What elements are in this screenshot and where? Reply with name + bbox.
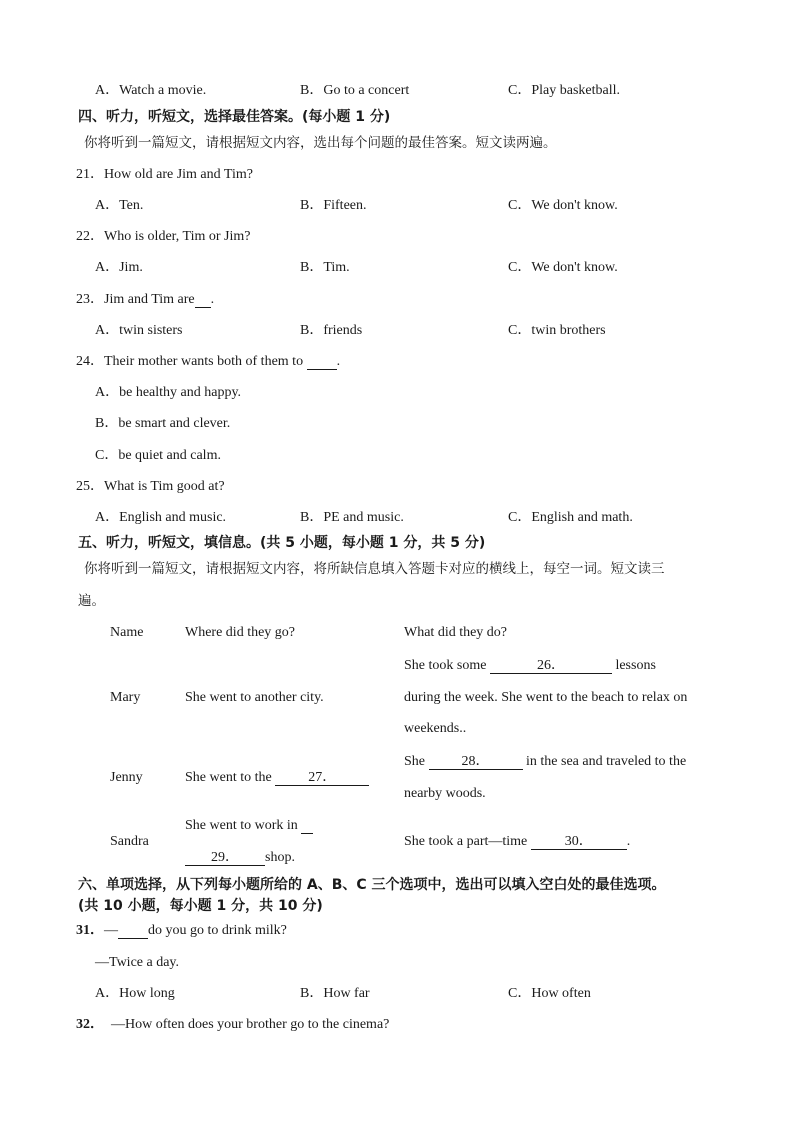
q21-option-c: C．We don't know. [508, 198, 618, 213]
mary-what-line2: during the week. She went to the beach to relax on [404, 690, 688, 705]
q24-option-a: A．be healthy and happy. [95, 385, 242, 400]
q24-option-c: C．be quiet and calm. [95, 448, 221, 463]
q23-option-b: B．friends [300, 323, 363, 338]
blank-30 [531, 834, 627, 850]
section6-heading-line1: 六、单项选择，从下列每小题所给的 A、B、C 三个选项中，选出可以填入空白处的最佳选项。 [78, 877, 666, 893]
sandra-where-line1 [185, 817, 313, 835]
sandra-what [404, 833, 630, 851]
mary-what-line3: weekends.. [404, 721, 467, 736]
section4-instruction: 你将听到一篇短文，请根据短文内容，选出每个问题的最佳答案。短文读两遍。 [84, 135, 557, 151]
sandra-what-pre: She took a part—time [404, 834, 528, 849]
jenny-what-pre: She [404, 754, 425, 769]
jenny-where [185, 769, 369, 787]
mary-what-line1 [404, 657, 656, 675]
blank-27 [275, 770, 369, 786]
q20-option-a: A．Watch a movie. [95, 83, 207, 98]
sandra-what-post: . [626, 834, 631, 849]
blank-27-label: 27． [308, 770, 337, 785]
q24-stem-line [76, 353, 340, 371]
q25-option-a: A．English and music. [95, 510, 227, 525]
section6-heading-line2: (共 10 小题，每小题 1 分，共 10 分) [78, 898, 323, 914]
section5-instruction-line2: 遍。 [78, 593, 105, 609]
blank-28-label: 28． [461, 754, 490, 769]
blank-29-label: 29． [211, 850, 239, 865]
q22-option-b: B．Tim. [300, 260, 350, 275]
q24-option-b: B．be smart and clever. [95, 416, 231, 431]
q25-option-c: C．English and math. [508, 510, 633, 525]
jenny-what-line2: nearby woods. [404, 786, 486, 801]
sandra-where-line2 [185, 849, 295, 867]
q24-end: . [336, 354, 341, 369]
blank-29-start [301, 818, 313, 834]
q31-option-c: C．How often [508, 986, 591, 1001]
q31-stem [76, 922, 287, 940]
q31-blank [118, 923, 148, 939]
blank-29 [185, 850, 265, 866]
mary-what-post: lessons [615, 658, 656, 673]
sandra-where-l1: She went to work in [185, 818, 298, 833]
q23-blank [195, 292, 211, 308]
q31-option-a: A．How long [95, 986, 175, 1001]
mary-name: Mary [110, 690, 141, 705]
q20-option-b: B．Go to a concert [300, 83, 410, 98]
q32-stem-line [76, 1016, 389, 1034]
q31-option-b: B．How far [300, 986, 370, 1001]
q21-option-b: B．Fifteen. [300, 198, 367, 213]
section5-instruction-line1: 你将听到一篇短文，请根据短文内容，将所缺信息填入答题卡对应的横线上，每空一词。短文读三 [84, 561, 665, 577]
jenny-what-line1 [404, 753, 686, 771]
mary-where: She went to another city. [185, 690, 324, 705]
q22-option-c: C．We don't know. [508, 260, 618, 275]
q31-reply: —Twice a day. [95, 955, 180, 970]
q31-stem-text: do you go to drink milk? [148, 923, 287, 938]
blank-28 [429, 754, 523, 770]
q23-option-c: C．twin brothers [508, 323, 606, 338]
q24-blank [307, 354, 337, 370]
q21-option-a: A．Ten. [95, 198, 144, 213]
q32-number: 32． [76, 1017, 104, 1032]
jenny-what-post: in the sea and traveled to the [526, 754, 687, 769]
q32-stem: —How often does your brother go to the cinema? [111, 1017, 390, 1032]
sandra-where-post: shop. [265, 850, 295, 865]
q23-end: . [210, 292, 215, 307]
section4-heading: 四、听力，听短文，选择最佳答案。(每小题 1 分) [78, 109, 391, 125]
q31-number: 31． [76, 923, 104, 938]
q22-option-a: A．Jim. [95, 260, 143, 275]
q22-stem: 22．Who is older, Tim or Jim? [76, 229, 251, 244]
q20-option-c: C．Play basketball. [508, 83, 620, 98]
mary-what-pre: She took some [404, 658, 487, 673]
q23-stem: 23．Jim and Tim are [76, 292, 195, 307]
sandra-name: Sandra [110, 834, 149, 849]
jenny-where-pre: She went to the [185, 770, 272, 785]
q23-stem-line [76, 291, 214, 309]
table-header-what: What did they do? [404, 625, 508, 640]
q24-stem: 24．Their mother wants both of them to [76, 354, 304, 369]
table-header-name: Name [110, 625, 144, 640]
q25-stem: 25．What is Tim good at? [76, 479, 225, 494]
blank-30-label: 30． [564, 834, 593, 849]
q21-stem: 21．How old are Jim and Tim? [76, 167, 253, 182]
section5-heading: 五、听力，听短文，填信息。(共 5 小题，每小题 1 分，共 5 分) [78, 535, 486, 551]
q25-option-b: B．PE and music. [300, 510, 404, 525]
blank-26-label: 26． [536, 658, 565, 673]
table-header-where: Where did they go? [185, 625, 296, 640]
jenny-name: Jenny [110, 770, 143, 785]
blank-26 [490, 658, 612, 674]
q23-option-a: A．twin sisters [95, 323, 183, 338]
q31-dash: — [104, 923, 118, 938]
